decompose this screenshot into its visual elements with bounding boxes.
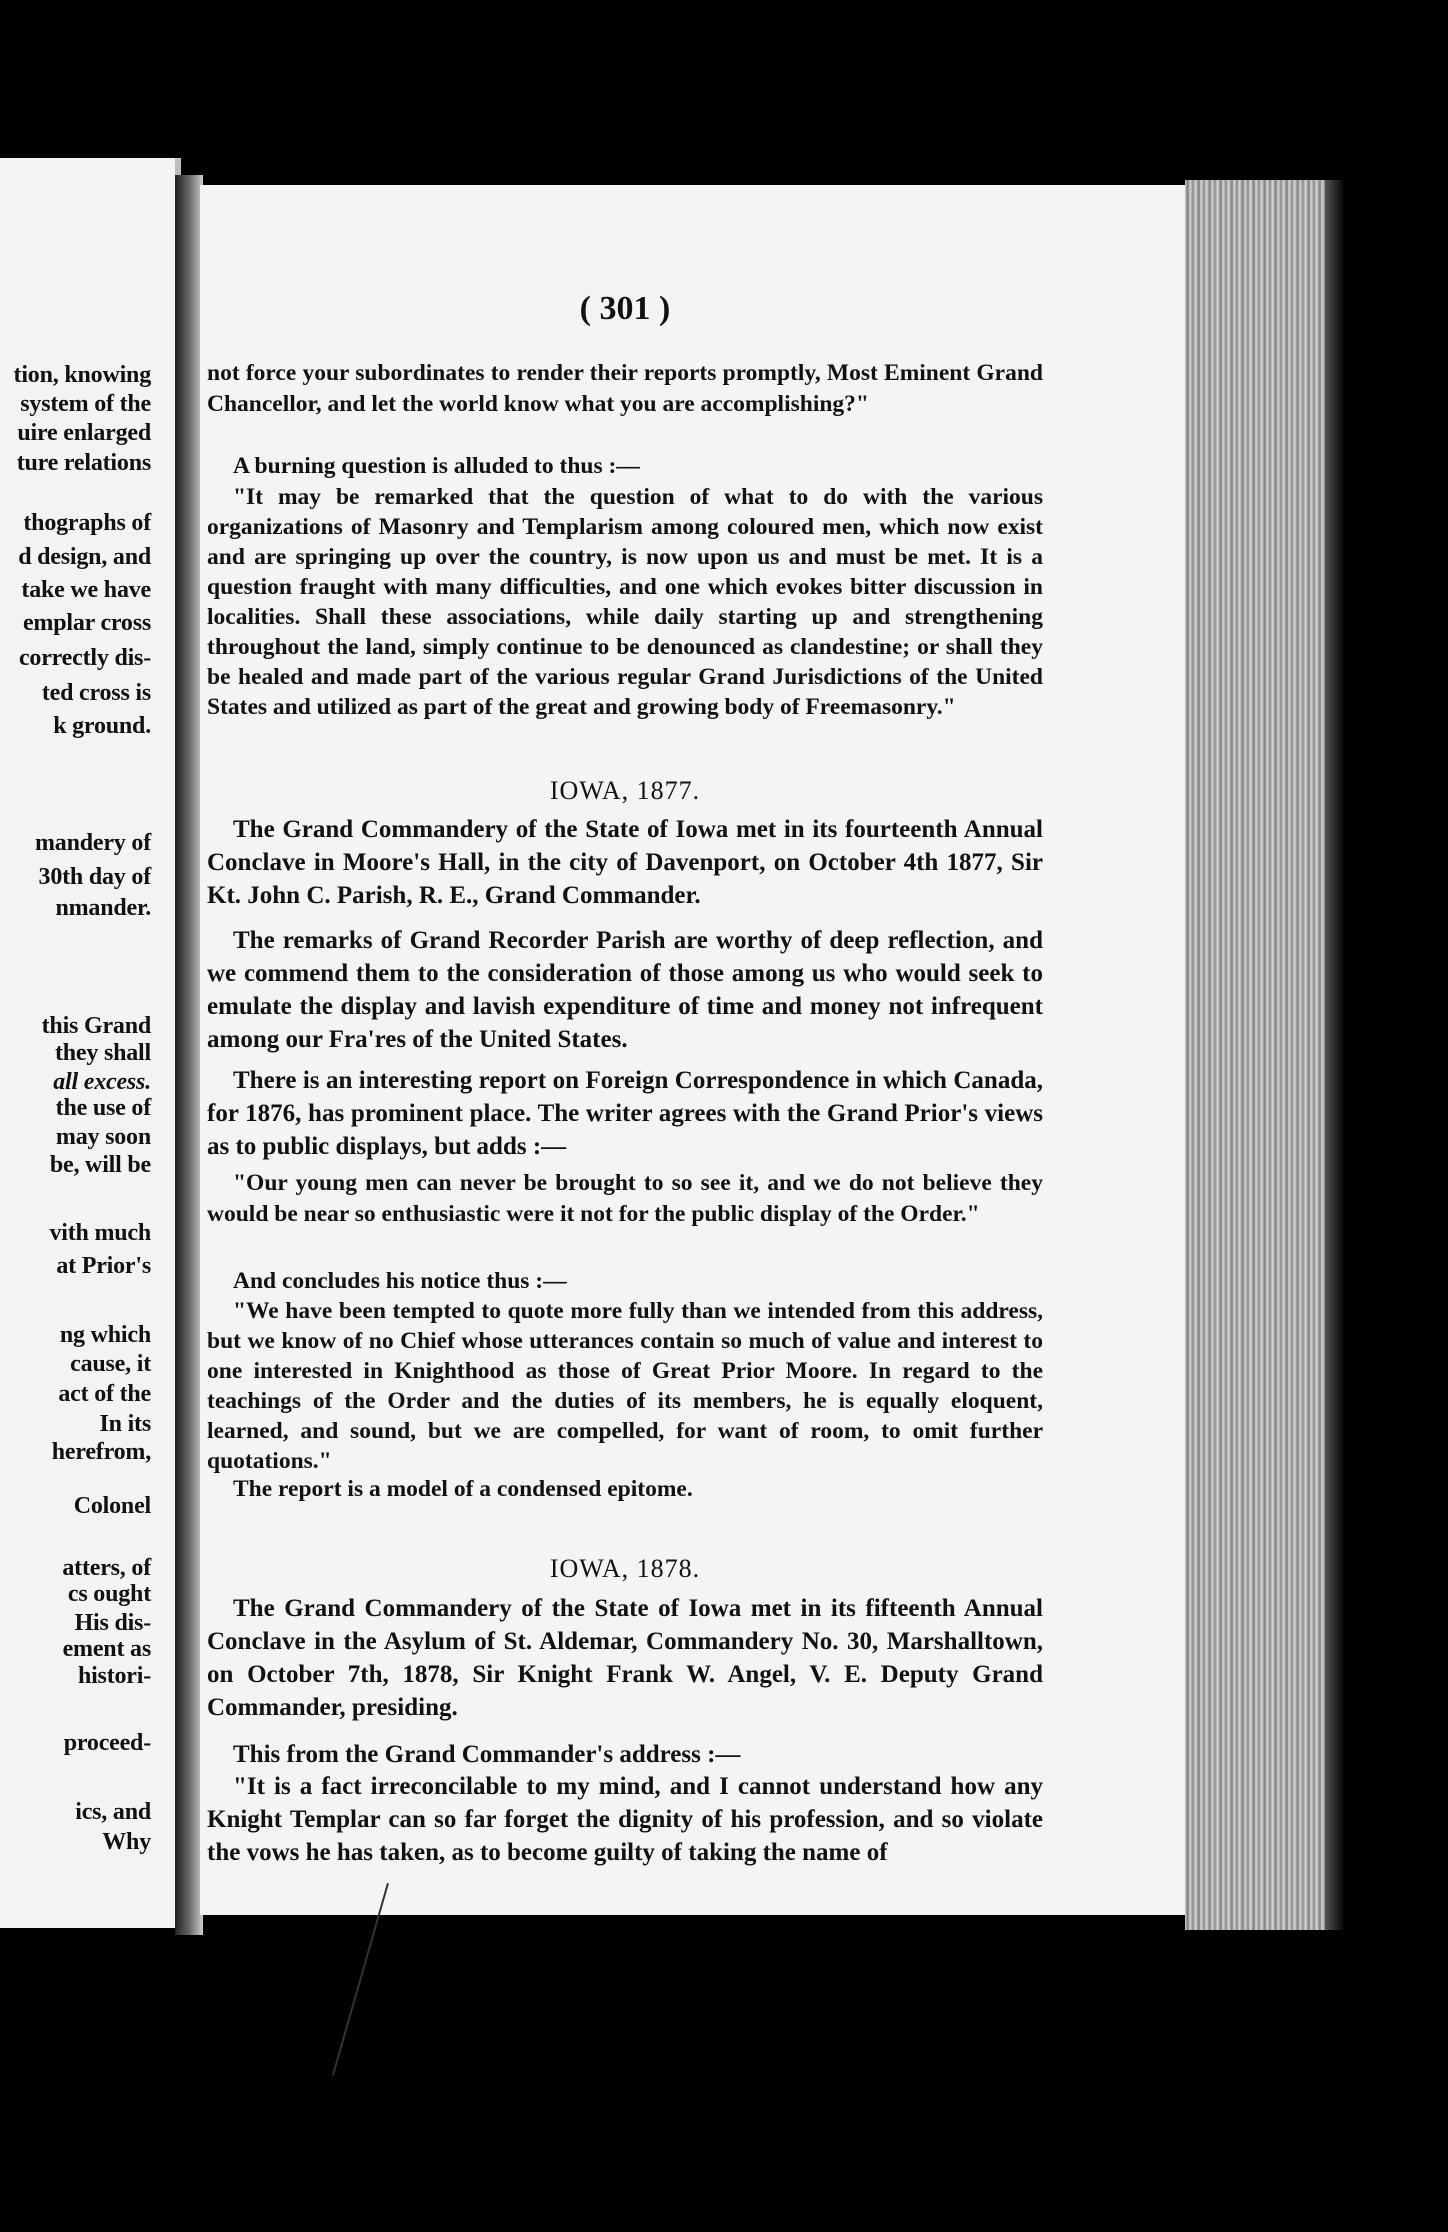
left-page-line: all excess. [53,1069,151,1095]
left-page-line: uire enlarged [17,420,151,446]
left-page-line: thographs of [23,510,151,536]
left-page-line: they shall [54,1040,151,1066]
paragraph-continuation: not force your subordinates to render their reports promptly, Most Eminent Grand Chancellor, and let the world know what you are accomplishing?" [207,360,1043,417]
left-page-line: vith much [49,1220,151,1246]
left-page-line: herefrom, [51,1439,151,1465]
left-page-line: ics, and [75,1799,151,1825]
page-edge-shadow [1325,180,1345,1930]
left-page-line: the use of [55,1095,151,1121]
left-page-line: may soon [55,1124,151,1150]
paragraph-model-epitome: The report is a model of a condensed epitome. [233,1476,693,1502]
left-page-line: d design, and [18,544,151,570]
quote-tempted-to-quote: "We have been tempted to quote more fully than we intended from this address, but we know of no Chief whose utterances contain so much of value and interest to one interested in Knighthood as those of Great Prior Moore. In regard to the teachings of the Order and the duties of its members, he is equally eloquent, learned, and sound, but we are compelled, for want of room, to omit further quotations." [207,1298,1043,1474]
left-page-line: nmander. [55,895,151,921]
left-page-line: ement as [62,1636,151,1662]
left-page-line: proceed- [63,1730,151,1756]
paragraph-burning-question: A burning question is alluded to thus :— [233,453,640,479]
left-facing-page [0,158,181,1928]
left-page-line: atters, of [62,1555,151,1581]
paragraph-recorder-remarks: The remarks of Grand Recorder Parish are worthy of deep reflection, and we commend them to the consideration of those among us who would seek to emulate the display and lavish expenditure of time and money not infrequent among our Fra'res of the United States. [207,927,1043,1053]
left-page-line: k ground. [53,713,151,739]
left-page-line: system of the [20,391,151,417]
left-page-line: In its [99,1411,151,1437]
left-page-line: correctly dis- [18,645,151,671]
book-gutter [175,175,203,1935]
left-page-line: ng which [59,1322,151,1348]
paragraph-commander-address: This from the Grand Commander's address :— [233,1741,741,1768]
left-page-line: act of the [58,1381,151,1407]
paragraph-foreign-correspondence: There is an interesting report on Foreign Correspondence in which Canada, for 1876, has prominent place. The writer agrees with the Grand Prior's views as to public displays, but adds :— [207,1067,1043,1160]
left-page-line: cause, it [70,1351,151,1377]
left-page-line: be, will be [49,1152,151,1178]
left-page-line: take we have [21,577,151,603]
left-page-line: histori- [77,1663,151,1689]
paragraph-iowa-1877-conclave: The Grand Commandery of the State of Iowa met in its fourteenth Annual Conclave in Moore's Hall, in the city of Davenport, on October 4th 1877, Sir Kt. John C. Parish, R. E., Grand Commander. [207,816,1043,909]
left-page-line: emplar cross [22,610,151,636]
left-page-line: Why [102,1829,151,1855]
left-page-line: Colonel [73,1493,151,1519]
page-edges [1185,180,1325,1930]
quote-coloured-organizations: "It may be remarked that the question of what to do with the various organizations of Masonry and Templarism among coloured men, which now exist and are springing up over the country, is now upon us and must be met. It is a question fraught with many difficulties, and one which evokes bitter discussion in localities. Shall these associations, while daily starting up and strengthening throughout the land, simply continue to be denounced as clandestine; or shall they be healed and made part of the various regular Grand Jurisdictions of the United States and utilized as part of the great and growing body of Freemasonry." [207,484,1043,720]
left-page-line: tion, knowing [13,362,151,388]
page-number: ( 301 ) [579,290,671,327]
left-page-line: ted cross is [41,680,151,706]
left-page-line: this Grand [41,1013,151,1039]
left-page-line: at Prior's [56,1253,151,1279]
left-page-line: cs ought [67,1581,151,1607]
quote-young-men: "Our young men can never be brought to so see it, and we do not believe they would be near so enthusiastic were it not for the public display of the Order." [207,1170,1043,1227]
left-page-line: 30th day of [38,864,151,890]
left-page-line: mandery of [35,830,151,856]
paragraph-concludes: And concludes his notice thus :— [233,1268,567,1294]
paragraph-iowa-1878-conclave: The Grand Commandery of the State of Iowa met in its fifteenth Annual Conclave in the Asylum of St. Aldemar, Commandery No. 30, Marshalltown, on October 7th, 1878, Sir Knight Frank W. Angel, V. E. Deputy Grand Commander, presiding. [207,1595,1043,1721]
left-page-line: His dis- [74,1610,151,1636]
section-heading-iowa-1878: IOWA, 1878. [549,1554,701,1583]
quote-irreconcilable: "It is a fact irreconcilable to my mind, and I cannot understand how any Knight Templar can so far forget the dignity of his profession, and so violate the vows he has taken, as to become guilty of taking the name of [207,1773,1043,1866]
left-page-line: ture relations [16,450,151,476]
section-heading-iowa-1877: IOWA, 1877. [549,776,701,805]
